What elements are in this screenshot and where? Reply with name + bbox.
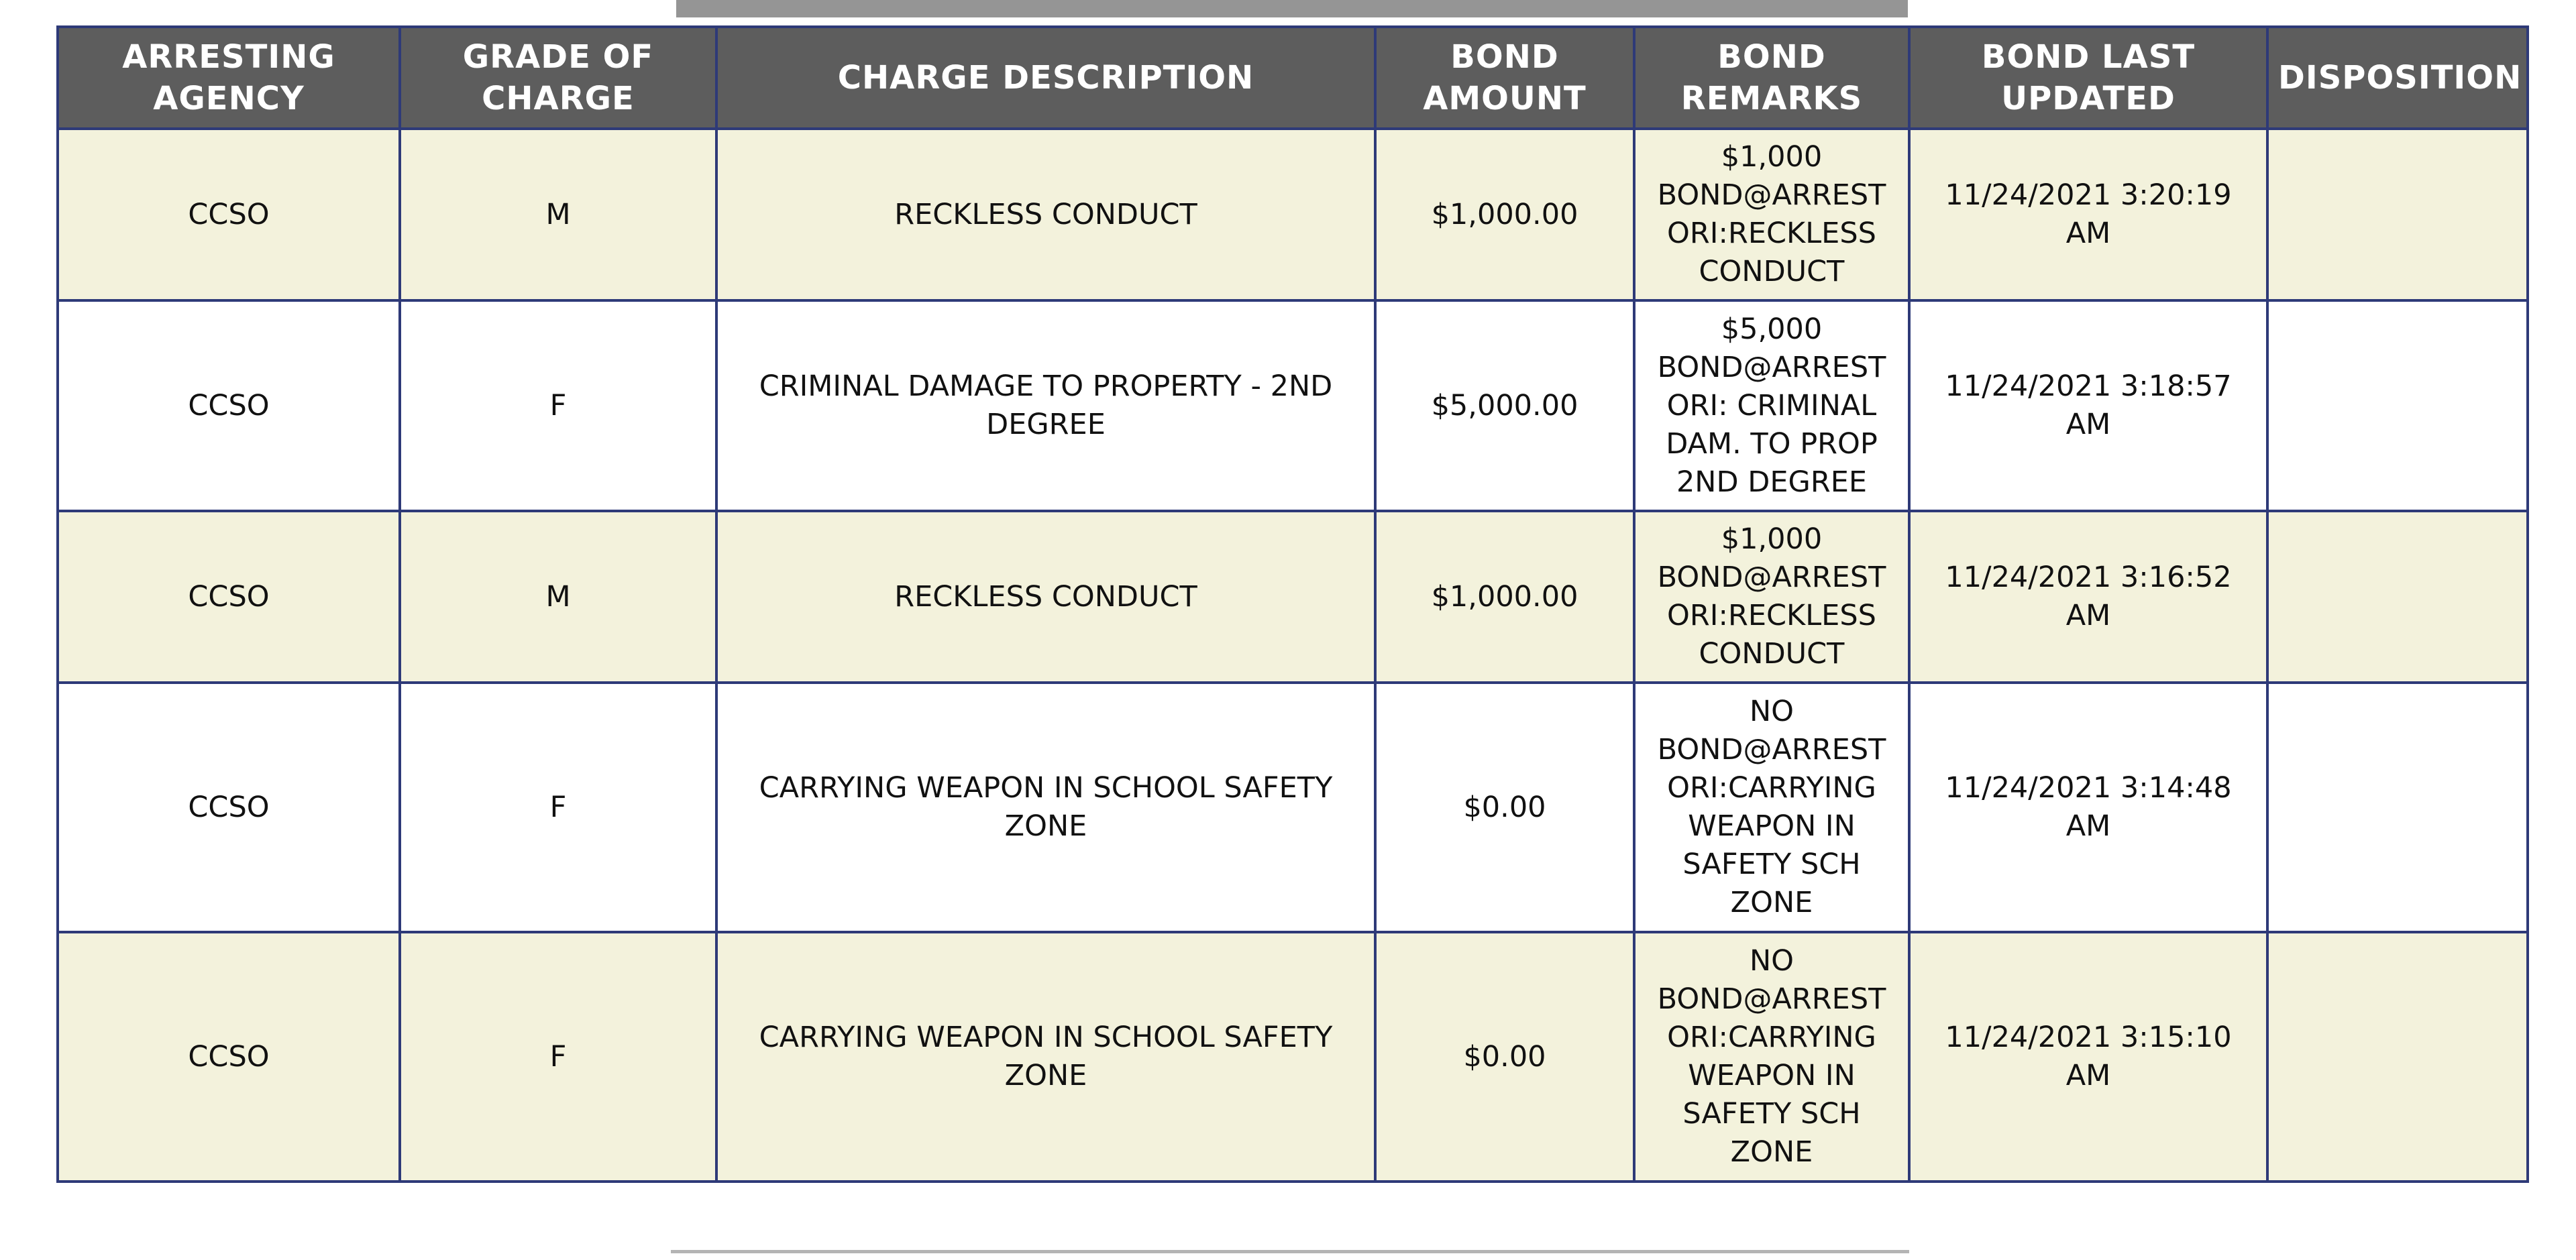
cell-line: ZONE <box>1730 886 1813 919</box>
cell-grade-of-charge: M <box>400 511 716 683</box>
cell-arresting-agency: CCSO <box>58 683 400 932</box>
cell-line: NO <box>1749 695 1794 728</box>
header-line: GRADE OF <box>462 38 654 76</box>
cell-arresting-agency: CCSO <box>58 511 400 683</box>
cell-line: BOND@ARREST <box>1657 178 1886 212</box>
cell-line: CARRYING WEAPON IN SCHOOL SAFETY <box>759 771 1333 805</box>
cell-line: WEAPON IN <box>1688 809 1856 843</box>
header-line: AMOUNT <box>1423 80 1587 117</box>
cell-bond-amount: $1,000.00 <box>1375 129 1634 300</box>
cell-line: BOND@ARREST <box>1657 561 1886 594</box>
cell-line: 11/24/2021 3:15:10 <box>1945 1021 2232 1054</box>
header-disposition <box>2267 27 2528 129</box>
cell-bond-remarks <box>1634 932 1909 1182</box>
cell-line: RECKLESS CONDUCT <box>894 197 1197 231</box>
cell-line: ORI:CARRYING <box>1667 771 1876 805</box>
cell-line: NO <box>1749 944 1794 978</box>
bottom-divider <box>671 1250 1909 1253</box>
cell-charge-description <box>716 129 1375 300</box>
cell-arresting-agency: CCSO <box>58 300 400 511</box>
cell-line: SAFETY SCH <box>1682 848 1861 881</box>
top-scroll-bar <box>676 0 1908 17</box>
cell-bond-remarks <box>1634 511 1909 683</box>
cell-bond-last-updated <box>1909 511 2267 683</box>
cell-line: AM <box>2065 599 2111 632</box>
cell-disposition <box>2267 129 2528 300</box>
cell-grade-of-charge: F <box>400 932 716 1182</box>
cell-charge-description <box>716 932 1375 1182</box>
cell-bond-remarks <box>1634 129 1909 300</box>
header-row <box>58 27 2528 129</box>
cell-line: ORI:RECKLESS <box>1667 599 1876 632</box>
header-arresting-agency <box>58 27 400 129</box>
table-header <box>58 27 2528 129</box>
cell-line: 11/24/2021 3:20:19 <box>1945 178 2232 212</box>
cell-arresting-agency: CCSO <box>58 129 400 300</box>
cell-charge-description <box>716 683 1375 932</box>
header-line: BOND <box>1717 38 1826 76</box>
cell-line: AM <box>2065 1059 2111 1092</box>
cell-line: 11/24/2021 3:14:48 <box>1945 771 2232 805</box>
header-line: CHARGE DESCRIPTION <box>837 59 1254 97</box>
table-row <box>58 683 2528 932</box>
table-row <box>58 300 2528 511</box>
cell-line: WEAPON IN <box>1688 1059 1856 1092</box>
header-bond-remarks <box>1634 27 1909 129</box>
header-line: BOND LAST <box>1981 38 2196 76</box>
cell-line: BOND@ARREST <box>1657 733 1886 766</box>
cell-line: ORI: CRIMINAL <box>1666 388 1877 422</box>
cell-bond-last-updated <box>1909 932 2267 1182</box>
cell-line: ZONE <box>1004 1059 1087 1092</box>
cell-disposition <box>2267 511 2528 683</box>
cell-bond-remarks <box>1634 300 1909 511</box>
cell-grade-of-charge: M <box>400 129 716 300</box>
cell-line: BOND@ARREST <box>1657 350 1886 384</box>
header-line: ARRESTING <box>122 38 335 76</box>
cell-line: CONDUCT <box>1699 637 1845 671</box>
cell-bond-last-updated <box>1909 300 2267 511</box>
cell-line: $1,000 <box>1721 140 1823 174</box>
cell-line: AM <box>2065 809 2111 843</box>
cell-charge-description <box>716 511 1375 683</box>
cell-line: 11/24/2021 3:16:52 <box>1945 561 2232 594</box>
charges-table <box>56 25 2529 1183</box>
table-row <box>58 511 2528 683</box>
cell-line: ORI:CARRYING <box>1667 1021 1876 1054</box>
cell-arresting-agency: CCSO <box>58 932 400 1182</box>
cell-line: SAFETY SCH <box>1682 1097 1861 1131</box>
table-row <box>58 932 2528 1182</box>
cell-line: ZONE <box>1004 809 1087 843</box>
header-line: DISPOSITION <box>2278 59 2522 97</box>
cell-line: DAM. TO PROP <box>1666 426 1878 461</box>
table-row <box>58 129 2528 300</box>
cell-bond-remarks <box>1634 683 1909 932</box>
cell-bond-last-updated <box>1909 683 2267 932</box>
header-line: CHARGE <box>482 80 635 117</box>
cell-line: 2ND DEGREE <box>1676 465 1868 499</box>
cell-line: $5,000 <box>1721 312 1823 346</box>
header-line: REMARKS <box>1680 80 1863 117</box>
cell-line: $1,000 <box>1721 522 1823 556</box>
cell-line: BOND@ARREST <box>1657 982 1886 1016</box>
cell-bond-amount: $0.00 <box>1375 932 1634 1182</box>
cell-line: ORI:RECKLESS <box>1667 217 1876 250</box>
header-charge-description <box>716 27 1375 129</box>
cell-line: CARRYING WEAPON IN SCHOOL SAFETY <box>759 1021 1333 1054</box>
header-line: UPDATED <box>2001 80 2176 117</box>
header-line: BOND <box>1450 38 1559 76</box>
cell-bond-last-updated <box>1909 129 2267 300</box>
cell-line: AM <box>2065 217 2111 250</box>
cell-charge-description <box>716 300 1375 511</box>
header-bond-amount <box>1375 27 1634 129</box>
cell-line: ZONE <box>1730 1135 1813 1169</box>
cell-line: CONDUCT <box>1699 255 1845 288</box>
cell-bond-amount: $1,000.00 <box>1375 511 1634 683</box>
header-line: AGENCY <box>153 80 305 117</box>
cell-disposition <box>2267 683 2528 932</box>
cell-bond-amount: $0.00 <box>1375 683 1634 932</box>
cell-line: CRIMINAL DAMAGE TO PROPERTY - 2ND <box>759 369 1333 403</box>
cell-grade-of-charge: F <box>400 300 716 511</box>
cell-line: 11/24/2021 3:18:57 <box>1945 369 2232 403</box>
header-bond-last-updated <box>1909 27 2267 129</box>
header-grade-of-charge <box>400 27 716 129</box>
table-body <box>58 129 2528 1182</box>
cell-line: DEGREE <box>986 408 1106 441</box>
cell-line: RECKLESS CONDUCT <box>894 579 1197 614</box>
cell-bond-amount: $5,000.00 <box>1375 300 1634 511</box>
cell-grade-of-charge: F <box>400 683 716 932</box>
cell-disposition <box>2267 932 2528 1182</box>
cell-disposition <box>2267 300 2528 511</box>
cell-line: AM <box>2065 408 2111 441</box>
